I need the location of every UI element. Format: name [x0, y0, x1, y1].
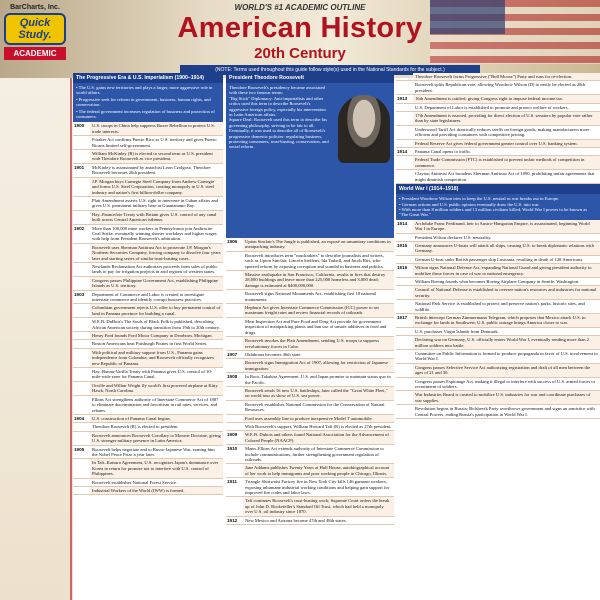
- timeline-row: [73, 332, 223, 340]
- timeline-event: Massive earthquake in San Francisco, California, results in fires that destroy 28,000 buildings and leave more than 225,000 homeless and 3,000 dead; damage is estimated at $400,000,000.: [243, 271, 394, 289]
- timeline-year: [396, 378, 413, 391]
- bullet-text: • With more than 8 million soldiers and 13 million civilians killed, World War I proves to be known as "The Great War.": [399, 206, 587, 218]
- ww1-intro-box: [396, 194, 600, 220]
- timeline-event: U.S. troops in China help suppress Boxer Rebellion to protect U.S. trade interests.: [90, 122, 223, 135]
- timeline-event: Roosevelt splits Republican vote, allowing Woodrow Wilson (D) to easily be elected as 28th president.: [413, 81, 600, 94]
- timeline-year: [396, 364, 413, 377]
- timeline-year: [73, 263, 90, 276]
- timeline-row: [396, 364, 600, 378]
- timeline-event: U.S. construction of Panama Canal begins.: [90, 415, 223, 422]
- timeline-event: Mann–Elkins Act extends authority of Interstate Commerce Commission to include communications, further strengthening government regulation of railroads.: [243, 445, 394, 463]
- timeline-row: [73, 459, 223, 478]
- timeline-event: More than 100,000 mine workers in Pennsylvania join Anthracite Coal Strike, eventually winning shorter workdays and higher wages with help from President Roosevelt's arbitration.: [90, 225, 223, 243]
- intro-box: [73, 83, 223, 122]
- timeline-event: W.E.B. Dubois and others found National Association for the Advancement of Colored People (NAACP).: [243, 431, 394, 444]
- quickstudy-logo: Quick Study.: [4, 13, 66, 45]
- timeline-row: [73, 225, 223, 244]
- timeline-event: William Boeing founds what becomes Boeing Airplane Company in Seattle, Washington.: [413, 278, 600, 285]
- timeline-event: Roosevelt invokes the Platt Amendment, sending U.S. troops to suppress revolutionary forces in Cuba.: [243, 337, 394, 350]
- timeline-row: [226, 401, 394, 415]
- timeline-year: [396, 278, 413, 285]
- timeline: [396, 73, 600, 184]
- timeline-year: 1910: [227, 446, 238, 452]
- timeline-event: Platt Amendment asserts U.S. right to intervene in Cuban affairs and gives U.S. permanent military base at Guantanamo Bay.: [90, 197, 223, 210]
- bullet-text: • German actions and U.S. public opinion eventually draw the U.S. into war.: [399, 201, 540, 207]
- timeline-year: [73, 340, 90, 347]
- timeline-event: Panama Canal opens to traffic.: [413, 148, 600, 155]
- timeline-year: [73, 136, 90, 149]
- timeline-row: [73, 178, 223, 197]
- timeline-row: [396, 242, 600, 256]
- timeline-event: Federal Trade Commission (FTC) is established to prevent unfair methods of competition in commerce.: [413, 156, 600, 169]
- timeline-year: [226, 304, 243, 317]
- timeline-year: [396, 156, 413, 169]
- timeline-event: Oklahoma becomes 46th state.: [243, 351, 394, 358]
- timeline-row: [396, 170, 600, 184]
- timeline-row: [396, 300, 600, 314]
- timeline-event: 17th Amendment is enacted, providing for direct election of U.S. senators by popular vote rather than by state legislatures.: [413, 112, 600, 125]
- timeline-row: [73, 164, 223, 178]
- timeline-event: Department of Commerce and Labor is created to investigate interstate commerce and identify corrupt business practices.: [90, 291, 223, 304]
- timeline-year: [73, 178, 90, 196]
- timeline-year: 1904: [74, 415, 85, 421]
- timeline-year: [73, 423, 90, 430]
- bullet-text: Theodore Roosevelt's presidency became associated with these two famous terms:: [229, 85, 325, 96]
- timeline-row: [73, 122, 223, 136]
- timeline-year: [226, 318, 243, 336]
- timeline-event: German U-boat sinks British passenger ship Lusitania, resulting in death of 128 Americans.: [413, 256, 600, 263]
- timeline-row: [396, 140, 600, 148]
- timeline-row: [73, 304, 223, 318]
- timeline-year: [396, 234, 413, 241]
- bullet-text: Square Deal: Roosevelt used this term to describe his governing philosophy, striving to be fair to all. Eventually, it was used to describe all of Roosevelt's progressive domestic policies: regulating business, protecting consumers, trust-busting, conservation, and social reform.: [229, 117, 329, 150]
- timeline-event: Hepburn Act gives Interstate Commerce Commission (ICC) power to set maximum freight rates and review financial records of railroads.: [243, 304, 394, 317]
- timeline-row: [226, 271, 394, 290]
- note-bar: (NOTE: Terms used throughout this guide follow style(s) used in the National Standards for the subject.): [180, 65, 480, 75]
- timeline-event: Upton Sinclair's The Jungle is published, an exposé on unsanitary conditions in meatpacking industry.: [243, 238, 394, 251]
- timeline-event: Council of National Defense is established to oversee nation's resources and industries for national security.: [413, 286, 600, 299]
- timeline-year: [73, 197, 90, 210]
- timeline-row: [73, 349, 223, 368]
- timeline-year: [73, 211, 90, 224]
- timeline-event: Congress passes Espionage Act, making it illegal to interfere with success of U.S. armed forces or recruitment of soldiers.: [413, 378, 600, 391]
- timeline-year: 1914: [397, 220, 408, 226]
- timeline-row: [396, 286, 600, 300]
- column-progressive-era: [73, 73, 223, 600]
- timeline-event: Taft continues Roosevelt's trust-busting work; Supreme Court orders the break up of John D. Rockefeller's Standard Oil Trust, which had held a monopoly over U.S. oil industry since 1870.: [243, 497, 394, 515]
- timeline-year: 1909: [227, 432, 238, 438]
- timeline-row: [396, 220, 600, 234]
- timeline-event: War Industries Board is created to mobilize U.S. industries for war and coordinate purchases of war supplies.: [413, 391, 600, 404]
- timeline-event: Revolution begins in Russia; Bolshevik Party overthrows government and signs an armistice with Central Powers, ending Russia's participation in World War I.: [413, 405, 600, 418]
- timeline-year: [73, 479, 90, 486]
- timeline-event: McKinley is assassinated by anarchist Leon Czolgosz. Theodore Roosevelt becomes 26th president.: [90, 164, 223, 177]
- timeline-row: [73, 136, 223, 150]
- roosevelt-box: [226, 83, 394, 238]
- timeline-row: [396, 391, 600, 405]
- timeline-row: [226, 517, 394, 525]
- timeline-event: With political and military support from U.S., Panama gains independence from Colombia, and Roosevelt officially recognizes new Republic of Panama.: [90, 349, 223, 367]
- timeline-year: 1907: [227, 351, 238, 357]
- timeline-row: [73, 423, 223, 431]
- timeline-event: Elkins Act strengthens authority of Interstate Commerce Act of 1887 to eliminate discrimination and favoritism in rail rates, services, and rebates.: [90, 396, 223, 414]
- timeline-event: Declaring war on Germany, U.S. officially enters World War I, eventually sending more than 2 million soldiers into battle.: [413, 336, 600, 349]
- timeline-event: In Taft–Katsura Agreement, U.S. recognizes Japan's dominance over Korea in return for promise not to interfere with U.S. control of Philippines.: [90, 459, 223, 477]
- timeline-year: [226, 415, 243, 422]
- timeline-year: [73, 368, 90, 381]
- timeline-row: [396, 256, 600, 264]
- timeline: [396, 220, 600, 419]
- header-banner: [0, 0, 600, 78]
- publisher-name: BarCharts, Inc.: [10, 4, 60, 11]
- timeline-row: [73, 244, 223, 263]
- timeline-year: [73, 382, 90, 395]
- timeline-row: [396, 104, 600, 112]
- timeline-year: 1911: [227, 479, 237, 485]
- margin-divider: [70, 78, 72, 600]
- timeline-event: Congress passes Philippine Government Act, establishing Philippine Islands as U.S. territory.: [90, 277, 223, 290]
- timeline-year: [73, 396, 90, 414]
- timeline-year: [226, 359, 243, 372]
- timeline-event: Orville and Wilbur Wright fly world's first powered airplane at Kitty Hawk, North Carolina.: [90, 382, 223, 395]
- timeline-row: [226, 304, 394, 318]
- timeline-row: [396, 264, 600, 278]
- timeline-year: [226, 423, 243, 430]
- timeline-year: [396, 81, 413, 94]
- timeline-year: [226, 387, 243, 400]
- timeline-year: 1912: [227, 517, 238, 523]
- left-margin-strip: [0, 78, 73, 600]
- timeline-row: [73, 318, 223, 332]
- timeline-year: [396, 300, 413, 313]
- timeline-row: [396, 73, 600, 81]
- timeline-event: Roosevelt announces Roosevelt Corollary to Monroe Doctrine, giving U.S. stronger military presence in Latin America.: [90, 432, 223, 445]
- bullet-text: "Big Stick" Diplomacy: Anti-imperialists and other critics used this term to describe Roosevelt's aggressive foreign policy, especially his intervention in Latin American affairs.: [229, 95, 326, 118]
- timeline-row: [396, 278, 600, 286]
- timeline-year: [73, 304, 90, 317]
- timeline-event: New Mexico and Arizona become 47th and 48th states.: [243, 517, 394, 524]
- portrait-image: [338, 95, 390, 163]
- timeline-row: [396, 95, 600, 103]
- page-subtitle: 20th Century: [254, 45, 346, 62]
- timeline-row: [73, 277, 223, 291]
- timeline-event: Clayton Antitrust Act broadens Sherman Antitrust Act of 1890, prohibiting unfair agreements that might diminish competition.: [413, 170, 600, 183]
- timeline-event: In Root–Takahira Agreement, U.S. and Japan promise to maintain status quo in the Pacific.: [243, 373, 394, 386]
- timeline-row: [226, 252, 394, 271]
- timeline-event: Committee on Public Information is formed to produce propaganda in favor of U.S. involvement in World War I.: [413, 350, 600, 363]
- timeline-event: Underwood Tariff Act drastically reduces tariffs on foreign goods, making manufacturers more efficient and providing consumers with competitive pricing.: [413, 126, 600, 139]
- timeline-row: [73, 263, 223, 277]
- timeline-row: [226, 415, 394, 423]
- roosevelt-photo: [332, 83, 394, 238]
- timeline-event: U.S. purchases Virgin Islands from Denmark.: [413, 328, 600, 335]
- timeline-event: Germany announces U-boats will attack all ships, causing U.S. to break diplomatic relations with Germany.: [413, 242, 600, 255]
- timeline-event: Roosevelt uses Sherman Antitrust Act to prosecute J.P. Morgan's Northern Securities Company, forcing company to dissolve four years later and starting series of similar trust-busting cases.: [90, 244, 223, 262]
- timeline-year: [396, 126, 413, 139]
- timeline-event: Newlands Reclamation Act authorizes proceeds from sales of public lands to pay for irrigation projects in arid regions of western states.: [90, 263, 223, 276]
- timeline-row: [226, 337, 394, 351]
- timeline-event: Roosevelt signs Immigration Act of 1907, allowing for restriction of Japanese immigration.: [243, 359, 394, 372]
- timeline-row: [226, 431, 394, 445]
- timeline-row: [73, 446, 223, 460]
- timeline-year: 1915: [397, 242, 408, 248]
- timeline-event: Roosevelt introduces term "muckrakers" to describe journalists and writers, such as Upton Sinclair, Lincoln Steffens, Ida Tarbell, and Jacob Riis, who spurred reform by exposing corruption and scandal in business and politics.: [243, 252, 394, 270]
- timeline-row: [396, 314, 600, 328]
- timeline-year: [396, 405, 413, 418]
- timeline-event: Roosevelt sends 16 new U.S. battleships, later called the "Great White Fleet," on world tour as show of U.S. sea power.: [243, 387, 394, 400]
- page-title: American History: [177, 12, 423, 44]
- timeline-row: [73, 368, 223, 382]
- timeline-event: Boston Americans beat Pittsburgh Pirates in first World Series.: [90, 340, 223, 347]
- timeline-event: 16th Amendment is ratified, giving Congress right to impose federal income tax.: [413, 95, 600, 102]
- timeline-row: [73, 479, 223, 487]
- timeline-year: [396, 73, 413, 80]
- timeline-event: Theodore Roosevelt (R) is elected to president.: [90, 423, 223, 430]
- timeline-row: [73, 415, 223, 423]
- timeline-year: [73, 318, 90, 331]
- timeline-row: [396, 148, 600, 156]
- timeline-event: Congress passes Selective Service Act authorizing registration and draft of all men between the ages of 21 and 30.: [413, 364, 600, 377]
- timeline-year: [73, 244, 90, 262]
- timeline-year: 1916: [397, 265, 408, 271]
- timeline-row: [226, 318, 394, 337]
- timeline-year: [73, 150, 90, 163]
- timeline-row: [396, 405, 600, 419]
- outline-label: WORLD'S #1 ACADEMIC OUTLINE: [234, 3, 366, 12]
- timeline-year: [396, 170, 413, 183]
- timeline-year: [226, 337, 243, 350]
- timeline-row: [226, 464, 394, 478]
- timeline-row: [226, 478, 394, 497]
- timeline-event: Wilson signs National Defense Act, expanding National Guard and giving president authority to mobilize those forces in case of war or national emergency.: [413, 264, 600, 277]
- timeline-row: [226, 423, 394, 431]
- timeline-event: Hay–Pauncefote Treaty with Britain gives U.S. control of any canal built across Central American isthmus.: [90, 211, 223, 224]
- timeline-row: [396, 336, 600, 350]
- timeline-year: [226, 290, 243, 303]
- timeline-row: [73, 432, 223, 446]
- timeline-event: Meat Inspection Act and Pure Food and Drug Act provide for government inspection of meatpacking plants and ban use of unsafe additives in food and drugs.: [243, 318, 394, 336]
- timeline-year: [396, 328, 413, 335]
- timeline-year: [73, 487, 90, 494]
- timeline-row: [73, 396, 223, 415]
- bullet-text: • President Woodrow Wilson tries to keep the U.S. neutral as war breaks out in Europe.: [399, 196, 560, 202]
- timeline-event: Jane Addams publishes Twenty Years at Hull House, autobiographical account of her work to help immigrants and poor working people in Chicago, Illinois.: [243, 464, 394, 477]
- timeline-event: William McKinley (R) is elected to second term as U.S. president with Theodore Roosevelt as vice president.: [90, 150, 223, 163]
- timeline-year: [226, 497, 243, 515]
- timeline-event: W.E.B. DuBois's The Souls of Black Folk is published, describing African American society during transition from 19th to 20th century.: [90, 318, 223, 331]
- timeline-row: [226, 445, 394, 464]
- section-heading: President Theodore Roosevelt: [226, 73, 394, 83]
- timeline-event: Ford uses assembly line to produce inexpensive Model T automobile.: [243, 415, 394, 422]
- section-heading: The Progressive Era & U.S. Imperialism (1900–1914): [73, 73, 223, 83]
- timeline-year: [73, 459, 90, 477]
- timeline-year: 1905: [74, 446, 85, 452]
- timeline-event: Triangle Shirtwaist Factory fire in New York City kills 146 garment workers, exposing inhumane industrial working conditions and helping gain support for improved fire codes and labor laws.: [243, 478, 394, 496]
- timeline-year: [226, 464, 243, 477]
- bullet-text: • Progressive seek for reform in government, business, human rights, and conservation.: [76, 96, 211, 108]
- column-wilson-ww1: [396, 73, 600, 600]
- timeline-row: [226, 497, 394, 516]
- timeline-row: [226, 359, 394, 373]
- timeline-year: [396, 391, 413, 404]
- timeline-event: With Roosevelt's support, William Howard Taft (R) is elected as 27th president.: [243, 423, 394, 430]
- timeline-year: 1913: [397, 96, 408, 102]
- bullet-text: • The federal government increases regulation of business and protection of consumers.: [76, 108, 215, 120]
- timeline-year: [396, 286, 413, 299]
- timeline-row: [73, 340, 223, 348]
- timeline-year: 1914: [397, 149, 408, 155]
- timeline-event: Henry Ford founds Ford Motor Company in Dearborn, Michigan.: [90, 332, 223, 339]
- timeline-event: British intercept German Zimmermann Telegram, which proposes that Mexico attack U.S. in exchange for lands in Southwest; U.S. public outrage brings America closer to war.: [413, 314, 600, 327]
- timeline: [226, 238, 394, 525]
- timeline-year: [396, 336, 413, 349]
- timeline-year: [396, 112, 413, 125]
- timeline-row: [396, 156, 600, 170]
- timeline: [73, 122, 223, 495]
- timeline-year: [73, 332, 90, 339]
- timeline-year: [73, 277, 90, 290]
- timeline-row: [73, 150, 223, 164]
- timeline-event: Colombian government rejects U.S. offer to buy permanent control of land in Panama province for building a canal.: [90, 304, 223, 317]
- timeline-year: 1902: [74, 225, 85, 231]
- timeline-row: [226, 238, 394, 252]
- timeline-row: [73, 382, 223, 396]
- roosevelt-text: [226, 83, 332, 238]
- timeline-event: President Wilson declares U.S. neutrality.: [413, 234, 600, 241]
- timeline-row: [226, 387, 394, 401]
- timeline-event: U.S. Department of Labor is established to promote and protect welfare of workers.: [413, 104, 600, 111]
- series-label: ACADEMIC: [4, 47, 66, 60]
- timeline-year: [396, 350, 413, 363]
- bullet-text: • The U.S. gains new territories and plays a larger, more aggressive role in world affairs.: [76, 85, 213, 96]
- timeline-year: [73, 349, 90, 367]
- timeline-row: [396, 81, 600, 95]
- timeline-year: [226, 271, 243, 289]
- timeline-event: Hay–Bunau-Varilla Treaty with Panama gives U.S. control of 10-mile-wide zone for Panama Canal.: [90, 368, 223, 381]
- timeline-row: [73, 197, 223, 211]
- timeline-row: [226, 373, 394, 387]
- timeline-event: Federal Reserve Act gives federal government greater control over U.S. banking system.: [413, 140, 600, 147]
- timeline-row: [396, 350, 600, 364]
- timeline-event: Roosevelt establishes National Forest Service.: [90, 479, 223, 486]
- timeline-row: [396, 328, 600, 336]
- timeline-year: [73, 432, 90, 445]
- timeline-event: Foraker Act confirms Puerto Rico as U.S. territory and gives Puerto Ricans limited self-government.: [90, 136, 223, 149]
- timeline-year: [396, 104, 413, 111]
- timeline-row: [396, 378, 600, 392]
- timeline-year: 1901: [74, 164, 85, 170]
- timeline-event: National Park Service is established to protect and preserve nation's parks, historic sites, and wildlife.: [413, 300, 600, 313]
- timeline-year: 1917: [397, 315, 408, 320]
- timeline-row: [396, 126, 600, 140]
- timeline-row: [73, 487, 223, 495]
- timeline-year: 1908: [227, 374, 238, 380]
- timeline-year: 1903: [74, 291, 85, 297]
- section-heading: World War I (1914–1918): [396, 184, 600, 194]
- timeline-year: [396, 256, 413, 263]
- timeline-row: [396, 234, 600, 242]
- timeline-row: [226, 351, 394, 359]
- timeline-event: J.P. Morgan buys Carnegie Steel Company from Andrew Carnegie and forms U.S. Steel Corporation, creating monopoly in U.S. steel industry and nation's first billion-dollar company.: [90, 178, 223, 196]
- timeline-event: Roosevelt helps negotiate end to Russo-Japanese War, earning him the Nobel Peace Prize a year later.: [90, 446, 223, 459]
- timeline-year: [226, 401, 243, 414]
- timeline-year: [396, 140, 413, 147]
- timeline-row: [73, 291, 223, 305]
- column-roosevelt: [226, 73, 394, 600]
- timeline-year: [226, 252, 243, 270]
- timeline-row: [73, 211, 223, 225]
- timeline-year: 1900: [74, 123, 85, 129]
- timeline-event: Industrial Workers of the World (IWW) is formed.: [90, 487, 223, 494]
- timeline-row: [396, 112, 600, 126]
- timeline-event: Theodore Roosevelt forms Progressive ("Bull Moose") Party and runs for re-election.: [413, 73, 600, 80]
- timeline-event: Roosevelt signs National Monuments Act, establishing first 18 national monuments.: [243, 290, 394, 303]
- timeline-event: Archduke Franz Ferdinand, heir to Austro-Hungarian Empire, is assassinated, beginning World War I in Europe.: [413, 220, 600, 233]
- timeline-year: 1906: [227, 239, 238, 244]
- timeline-event: Roosevelt establishes National Commission for the Conservation of Natural Resources.: [243, 401, 394, 414]
- timeline-row: [226, 290, 394, 304]
